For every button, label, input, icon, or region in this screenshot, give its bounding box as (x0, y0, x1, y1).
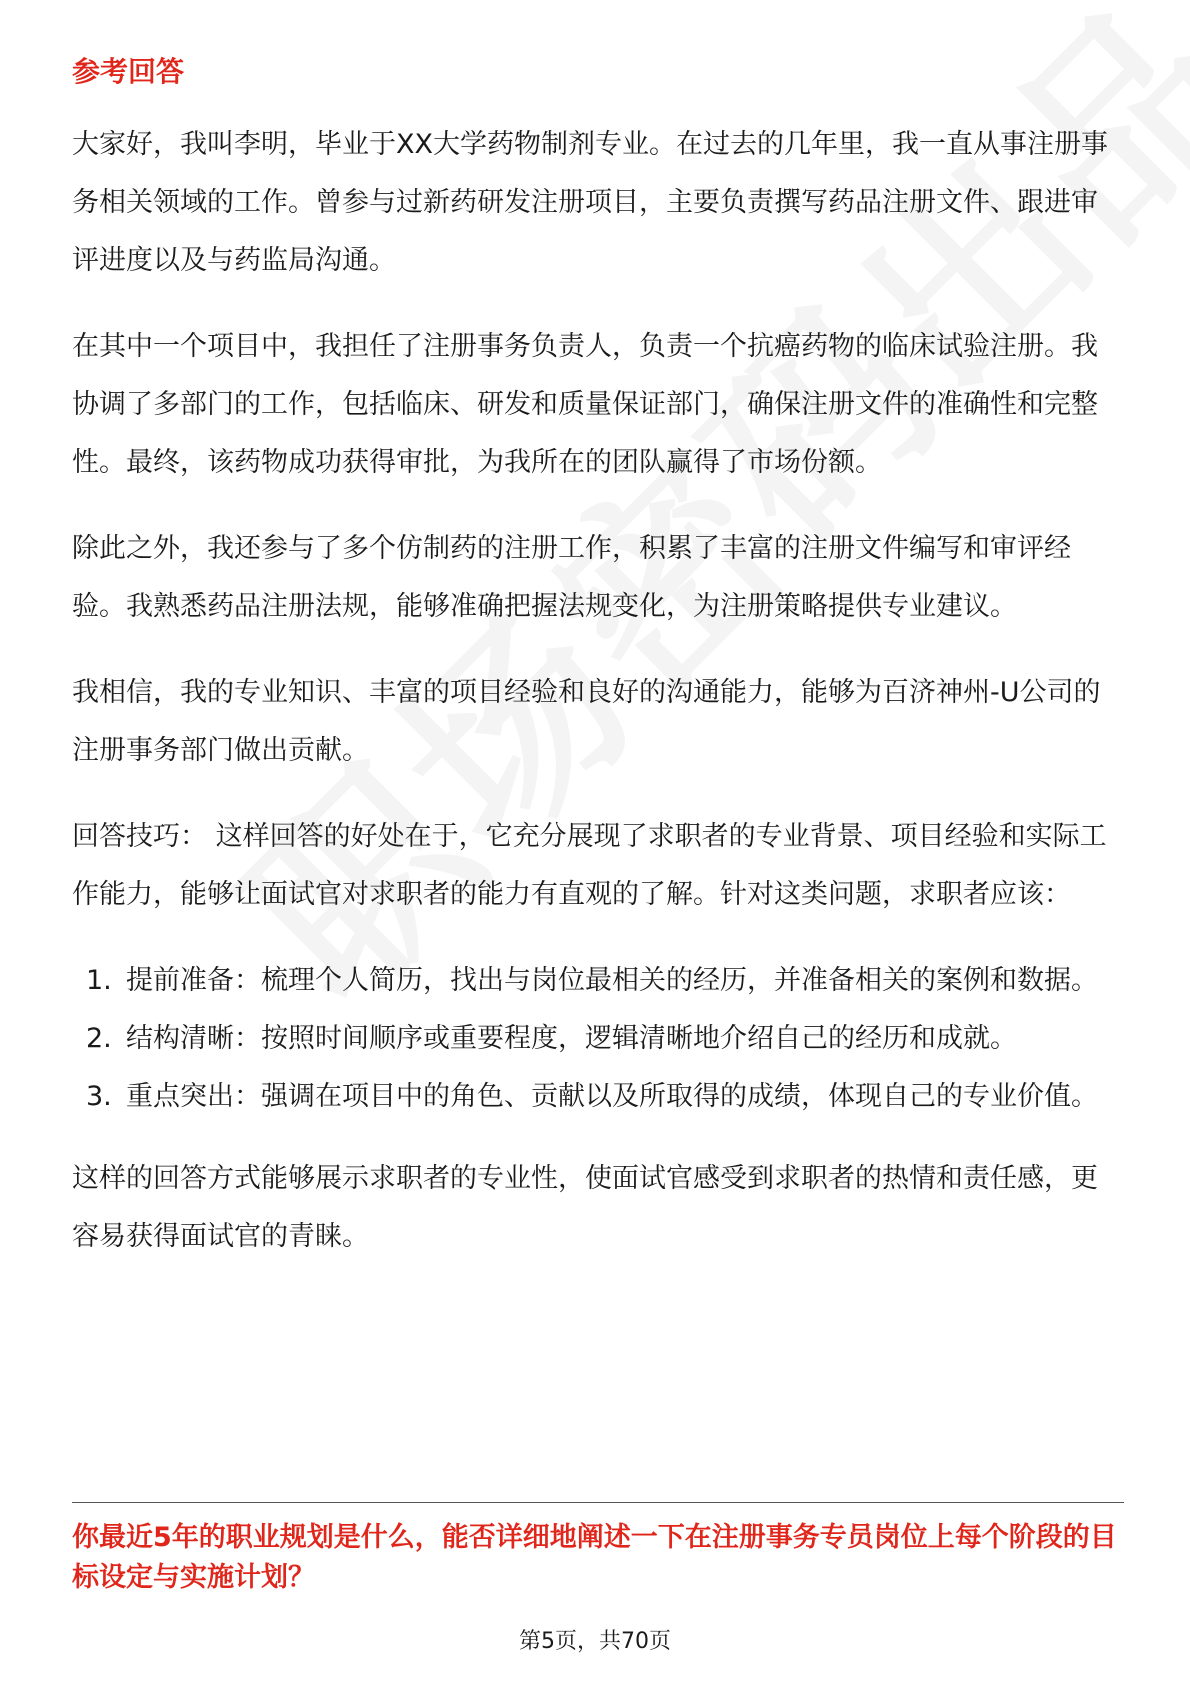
paragraph-tips-intro: 回答技巧： 这样回答的好处在于，它充分展现了求职者的专业背景、项目经验和实际工作能力，能够让面试官对求职者的能力有直观的了解。针对这类问题，求职者应该： (72, 821, 1107, 910)
paragraph-generic-drugs: 除此之外，我还参与了多个仿制药的注册工作，积累了丰富的注册文件编写和审评经验。我熟悉药品注册法规，能够准确把握法规变化，为注册策略提供专业建议。 (72, 533, 1071, 622)
list-item-text: 重点突出：强调在项目中的角色、贡献以及所取得的成绩，体现自己的专业价值。 (126, 1081, 1098, 1112)
tips-list (72, 952, 1124, 1126)
paragraph-conclusion: 我相信，我的专业知识、丰富的项目经验和良好的沟通能力，能够为百济神州-U公司的注册事务部门做出贡献。 (72, 677, 1101, 766)
list-item (72, 1068, 1124, 1126)
section-divider (72, 1502, 1124, 1503)
list-item (72, 952, 1124, 1010)
list-item (72, 1010, 1124, 1068)
answer-heading: 参考回答 (72, 55, 185, 88)
answer-body (72, 116, 1124, 1294)
paragraph-intro: 大家好，我叫李明，毕业于XX大学药物制剂专业。在过去的几年里，我一直从事注册事务相关领域的工作。曾参与过新药研发注册项目，主要负责撰写药品注册文件、跟进审评进度以及与药监局沟通。 (72, 129, 1108, 276)
paragraph-project: 在其中一个项目中，我担任了注册事务负责人，负责一个抗癌药物的临床试验注册。我协调了多部门的工作，包括临床、研发和质量保证部门，确保注册文件的准确性和完整性。最终，该药物成功获得审批，为我所在的团队赢得了市场份额。 (72, 331, 1098, 478)
page-footer: 第5页，共70页 (519, 1629, 671, 1654)
list-item-number: 1. (86, 965, 112, 996)
list-item-text: 结构清晰：按照时间顺序或重要程度，逻辑清晰地介绍自己的经历和成就。 (126, 1023, 1017, 1054)
list-item-number: 2. (86, 1023, 112, 1054)
paragraph-closing: 这样的回答方式能够展示求职者的专业性，使面试官感受到求职者的热情和责任感，更容易获得面试官的青睐。 (72, 1163, 1098, 1252)
next-question-heading: 你最近5年的职业规划是什么，能否详细地阐述一下在注册事务专员岗位上每个阶段的目标设定与实施计划？ (72, 1522, 1117, 1593)
list-item-text: 提前准备：梳理个人简历，找出与岗位最相关的经历，并准备相关的案例和数据。 (126, 965, 1098, 996)
list-item-number: 3. (86, 1081, 112, 1112)
